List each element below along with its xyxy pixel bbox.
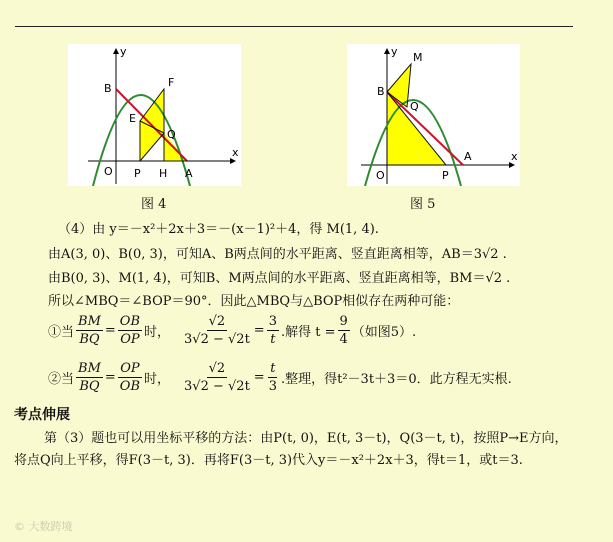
- case-1-f2-numerator: OB: [119, 314, 141, 329]
- case-1-fraction-bm-bq: [76, 313, 103, 348]
- case-1-fraction-3-t: [267, 313, 279, 348]
- fig5-label-A: A: [464, 150, 472, 163]
- case-1-equals-1: =: [104, 323, 116, 338]
- fig5-label-x: x: [511, 150, 518, 163]
- case-2-f4-denominator: 3: [268, 379, 277, 394]
- case-1-f3-denominator: 3√2 − √2t: [184, 332, 250, 347]
- case-1-f4-numerator: 3: [268, 314, 277, 329]
- case-2-f1-denominator: BQ: [79, 379, 100, 394]
- case-1-solve-text: .解得 t =: [280, 325, 336, 340]
- fig4-label-A: A: [185, 167, 193, 180]
- fig4-label-x: x: [232, 146, 239, 159]
- case-2-equals-1: =: [104, 370, 116, 385]
- case-2-row: [48, 360, 512, 395]
- case-2-fraction-sqrt: [182, 360, 252, 395]
- case-1-when: 时，: [144, 325, 171, 340]
- watermark: © 大数跨境: [14, 520, 73, 533]
- extension-paragraph-line-2: 将点Q向上平移，得F(3－t, 3)．再将F(3－t, 3)代入y＝－x²＋2x＋3，得t＝1，或t＝3.: [14, 453, 523, 468]
- fig4-label-O: O: [104, 165, 113, 178]
- top-rule: [15, 26, 573, 27]
- fig5-label-y: y: [391, 45, 398, 58]
- fig4-label-E: E: [129, 112, 136, 125]
- solution-line-1: （4）由 y＝－x²＋2x＋3＝－(x－1)²＋4，得 M(1, 4).: [58, 222, 379, 237]
- case-1-f1-denominator: BQ: [79, 332, 100, 347]
- fig4-label-B: B: [104, 82, 112, 95]
- figure-4: [68, 44, 241, 186]
- case-2-f3-denominator: 3√2 − √2t: [184, 379, 250, 394]
- figure-4-caption: 图 4: [141, 197, 167, 212]
- case-2-f1-numerator: BM: [78, 361, 101, 376]
- case-1-row: [48, 313, 416, 348]
- figure-5-caption: 图 5: [410, 197, 436, 212]
- case-2-f3-numerator: √2: [208, 361, 226, 376]
- case-1-f4-denominator: t: [270, 332, 276, 347]
- case-2-f4-numerator: t: [270, 361, 276, 376]
- extension-heading: 考点伸展: [14, 407, 70, 423]
- case-2-f2-numerator: OP: [120, 361, 140, 376]
- figure-5-diagram: [347, 44, 520, 186]
- fig4-label-H: H: [159, 167, 168, 180]
- case-2-fraction-op-ob: [118, 360, 142, 395]
- solution-line-4: 所以∠MBQ＝∠BOP＝90°．因此△MBQ与△BOP相似存在两种可能：: [48, 294, 460, 309]
- extension-paragraph-line-1: 第（3）题也可以用坐标平移的方法：由P(t, 0)，E(t, 3－t)，Q(3－t, t)，按照P→E方向，: [44, 431, 568, 446]
- case-2-fraction-bm-bq: [76, 360, 103, 395]
- figure-5: [347, 44, 520, 186]
- case-1-equals-2: =: [253, 323, 265, 338]
- case-2-end: .整理，得t²－3t＋3＝0．此方程无实根.: [280, 372, 512, 387]
- case-1-fraction-9-4: [338, 313, 350, 348]
- fig4-label-F: F: [168, 76, 175, 89]
- fig5-label-P: P: [442, 169, 449, 182]
- case-2-f2-denominator: OB: [119, 379, 141, 394]
- solution-line-3: 由B(0, 3)、M(1, 4)，可知B、M两点间的水平距离、竖直距离相等，BM＝√2 .: [48, 271, 511, 286]
- fig4-label-y: y: [120, 45, 127, 58]
- case-2-fraction-t-3: [267, 360, 279, 395]
- fig5-label-M: M: [413, 51, 423, 64]
- case-1-prefix: ①当: [48, 325, 75, 340]
- fig4-label-Q: Q: [167, 128, 176, 141]
- fig4-y-arrow: [113, 48, 119, 54]
- case-1-f5-numerator: 9: [339, 314, 348, 329]
- case-1-f3-numerator: √2: [208, 314, 226, 329]
- figure-4-diagram: [68, 44, 241, 186]
- case-2-equals-2: =: [253, 370, 265, 385]
- case-2-when: 时，: [144, 372, 171, 387]
- fig5-y-arrow: [384, 48, 390, 54]
- case-1-f1-numerator: BM: [78, 314, 101, 329]
- fig5-label-Q: Q: [410, 100, 419, 113]
- case-2-prefix: ②当: [48, 372, 75, 387]
- case-1-fraction-sqrt: [182, 313, 252, 348]
- case-1-end: （如图5）.: [351, 325, 417, 340]
- case-1-f2-denominator: OP: [120, 332, 140, 347]
- case-1-f5-denominator: 4: [339, 332, 348, 347]
- fig5-label-B: B: [377, 85, 385, 98]
- fig4-label-P: P: [134, 167, 141, 180]
- case-1-fraction-ob-op: [118, 313, 142, 348]
- solution-line-2: 由A(3, 0)、B(0, 3)，可知A、B两点间的水平距离、竖直距离相等，AB＝3√2 .: [48, 247, 507, 262]
- fig5-label-O: O: [376, 169, 385, 182]
